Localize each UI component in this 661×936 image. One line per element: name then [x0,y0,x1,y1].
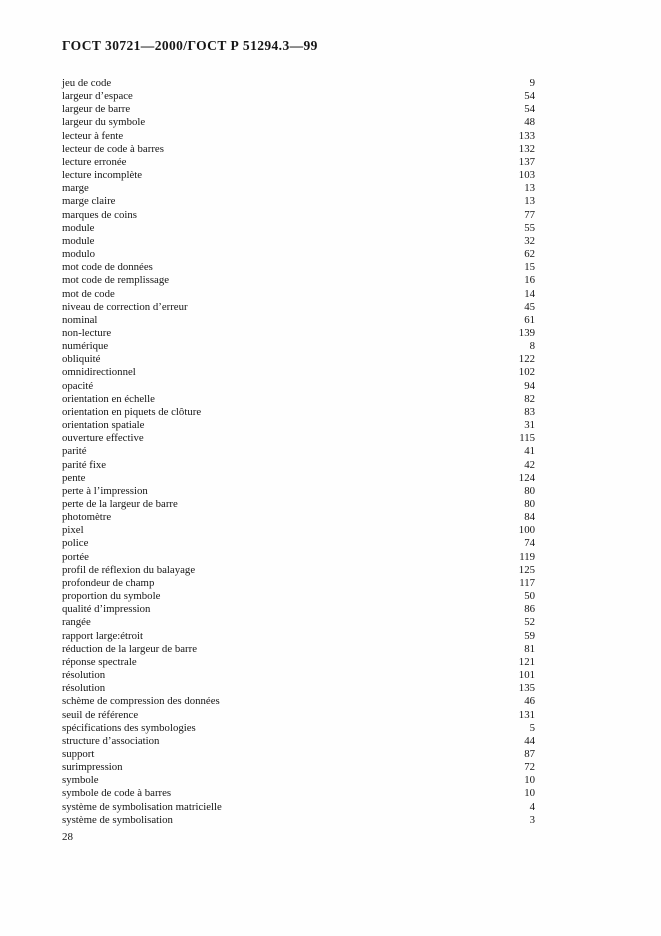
index-term: module [62,221,95,234]
index-entry [62,656,535,669]
index-term: surimpression [62,761,123,774]
index-term: opacité [62,379,94,392]
index-term: largeur du symbole [62,116,146,129]
index-entry-page: 15 [524,261,535,274]
index-entry [62,590,535,603]
index-entry [62,209,535,222]
index-entry [62,116,535,129]
index-entry [62,485,535,498]
index-entry-page: 103 [518,169,535,182]
index-entry [62,498,535,511]
index-entry [62,445,535,458]
index-entry [62,511,535,524]
index-term: résolution [62,669,106,682]
index-entry-page: 77 [524,208,535,221]
index-entry [62,709,535,722]
index-entry-page: 131 [518,708,535,721]
index-entry-page: 10 [524,774,535,787]
index-entry-page: 135 [518,682,535,695]
index-entry [62,748,535,761]
index-entry [62,801,535,814]
index-entry [62,366,535,379]
index-entry-page: 133 [518,129,535,142]
index-entry [62,314,535,327]
index-entry-page: 48 [524,116,535,129]
index-entry-page: 13 [524,182,535,195]
index-entry [62,380,535,393]
index-entry [62,222,535,235]
index-entry [62,419,535,432]
index-term: obliquité [62,353,101,366]
index-entry-page: 52 [524,616,535,629]
index-term: modulo [62,248,95,261]
index-term: spécifications des symbologies [62,721,196,734]
index-entry [62,103,535,116]
index-entry [62,156,535,169]
index-entry [62,274,535,287]
index-entry-page: 42 [524,458,535,471]
index-entry-page: 72 [524,761,535,774]
index-entry [62,261,535,274]
index-entry [62,643,535,656]
index-entry-page: 10 [524,787,535,800]
index-entry-page: 84 [524,511,535,524]
index-entry-page: 100 [518,524,535,537]
index-entry [62,735,535,748]
index-term: jeu de code [62,77,112,89]
index-entry-page: 59 [524,629,535,642]
index-entry-page: 32 [524,234,535,247]
index-term: rangée [62,616,91,629]
index-entry [62,288,535,301]
index-entry-page: 124 [518,471,535,484]
index-term: photomètre [62,511,112,524]
index-term: omnidirectionnel [62,366,136,379]
index-entry [62,695,535,708]
index-entry [62,353,535,366]
index-term: largeur de barre [62,103,131,116]
index-term: parité fixe [62,458,107,471]
index-entry-page: 137 [518,155,535,168]
index-term: perte de la largeur de barre [62,498,178,510]
index-entry-page: 132 [518,142,535,155]
index-entry-page: 14 [524,287,535,300]
index-list [62,77,535,827]
page-number: 28 [62,831,73,843]
index-entry [62,248,535,261]
index-term: seuil de référence [62,708,139,721]
index-term: perte à l’impression [62,484,148,497]
index-term: qualité d’impression [62,603,151,616]
index-term: profil de réflexion du balayage [62,563,196,576]
index-term: largeur d’espace [62,90,133,103]
index-entry [62,524,535,537]
index-term: mot code de données [62,261,153,274]
index-entry-page: 3 [529,813,535,826]
index-entry-page: 86 [524,603,535,616]
index-term: support [62,747,95,760]
index-term: profondeur de champ [62,576,155,589]
index-term: ouverture effective [62,432,144,445]
index-entry [62,787,535,800]
index-term: résolution [62,682,106,695]
index-entry-page: 54 [524,90,535,103]
index-term: parité [62,445,87,458]
index-entry-page: 62 [524,248,535,261]
index-term: non-lecture [62,326,112,339]
index-entry [62,182,535,195]
index-entry-page: 4 [529,800,535,813]
index-entry [62,459,535,472]
index-entry-page: 87 [524,747,535,760]
index-term: niveau de correction d’erreur [62,300,188,313]
index-term: lecture incomplète [62,169,143,182]
index-term: réponse spectrale [62,655,137,668]
index-entry [62,195,535,208]
index-entry [62,814,535,827]
index-entry [62,551,535,564]
index-term: orientation en échelle [62,392,155,405]
index-entry [62,761,535,774]
index-entry [62,393,535,406]
index-entry [62,682,535,695]
index-entry-page: 80 [524,484,535,497]
index-entry-page: 55 [524,221,535,234]
index-entry-page: 41 [524,445,535,458]
index-entry-page: 139 [518,326,535,339]
index-term: police [62,537,89,550]
index-entry [62,130,535,143]
index-term: structure d’association [62,734,160,747]
index-entry-page: 8 [529,340,535,353]
index-term: schème de compression des données [62,695,220,708]
index-entry [62,90,535,103]
index-entry-page: 9 [529,77,535,89]
index-entry-page: 102 [518,366,535,379]
index-entry-page: 13 [524,195,535,208]
index-term: mot code de remplissage [62,274,170,287]
index-entry-page: 83 [524,405,535,418]
index-term: pixel [62,524,84,537]
index-term: proportion du symbole [62,590,161,603]
index-term: réduction de la largeur de barre [62,642,197,655]
index-entry [62,432,535,445]
index-entry [62,143,535,156]
index-entry-page: 5 [529,721,535,734]
index-entry-page: 45 [524,300,535,313]
index-entry [62,77,535,90]
index-term: système de symbolisation matricielle [62,800,222,813]
index-entry-page: 61 [524,313,535,326]
index-term: marge claire [62,195,116,208]
index-entry [62,169,535,182]
index-term: numérique [62,340,109,353]
index-entry-page: 117 [519,576,535,589]
index-entry-page: 16 [524,274,535,287]
index-entry [62,537,535,550]
index-term: portée [62,550,89,563]
index-term: mot de code [62,287,115,300]
index-entry-page: 81 [524,642,535,655]
index-term: orientation spatiale [62,419,145,432]
index-entry-page: 31 [524,419,535,432]
index-entry-page: 74 [524,537,535,550]
index-entry-page: 125 [518,563,535,576]
index-term: marques de coins [62,208,137,221]
document-title: ГОСТ 30721—2000/ГОСТ Р 51294.3—99 [62,38,318,53]
index-entry [62,577,535,590]
index-term: symbole de code à barres [62,787,172,800]
index-entry [62,340,535,353]
index-entry-page: 121 [518,655,535,668]
index-entry [62,669,535,682]
index-term: orientation en piquets de clôture [62,405,202,418]
index-entry-page: 122 [518,353,535,366]
index-entry-page: 82 [524,392,535,405]
index-term: nominal [62,313,98,326]
index-entry [62,630,535,643]
index-entry [62,301,535,314]
index-entry-page: 80 [524,498,535,510]
index-term: lecteur de code à barres [62,142,164,155]
index-entry [62,235,535,248]
index-entry [62,603,535,616]
index-entry [62,774,535,787]
index-entry-page: 115 [519,432,535,445]
index-entry [62,406,535,419]
index-entry [62,564,535,577]
index-term: pente [62,471,86,484]
index-entry-page: 50 [524,590,535,603]
index-entry-page: 119 [519,550,535,563]
index-entry [62,327,535,340]
index-term: rapport large:étroit [62,629,144,642]
index-term: marge [62,182,89,195]
index-entry-page: 101 [518,669,535,682]
index-entry-page: 54 [524,103,535,116]
index-term: système de symbolisation [62,813,173,826]
index-entry-page: 94 [524,379,535,392]
index-term: module [62,234,95,247]
index-entry-page: 46 [524,695,535,708]
index-term: lecture erronée [62,155,127,168]
index-entry [62,616,535,629]
index-entry-page: 44 [524,734,535,747]
index-term: symbole [62,774,99,787]
index-entry [62,472,535,485]
index-term: lecteur à fente [62,129,124,142]
index-entry [62,722,535,735]
